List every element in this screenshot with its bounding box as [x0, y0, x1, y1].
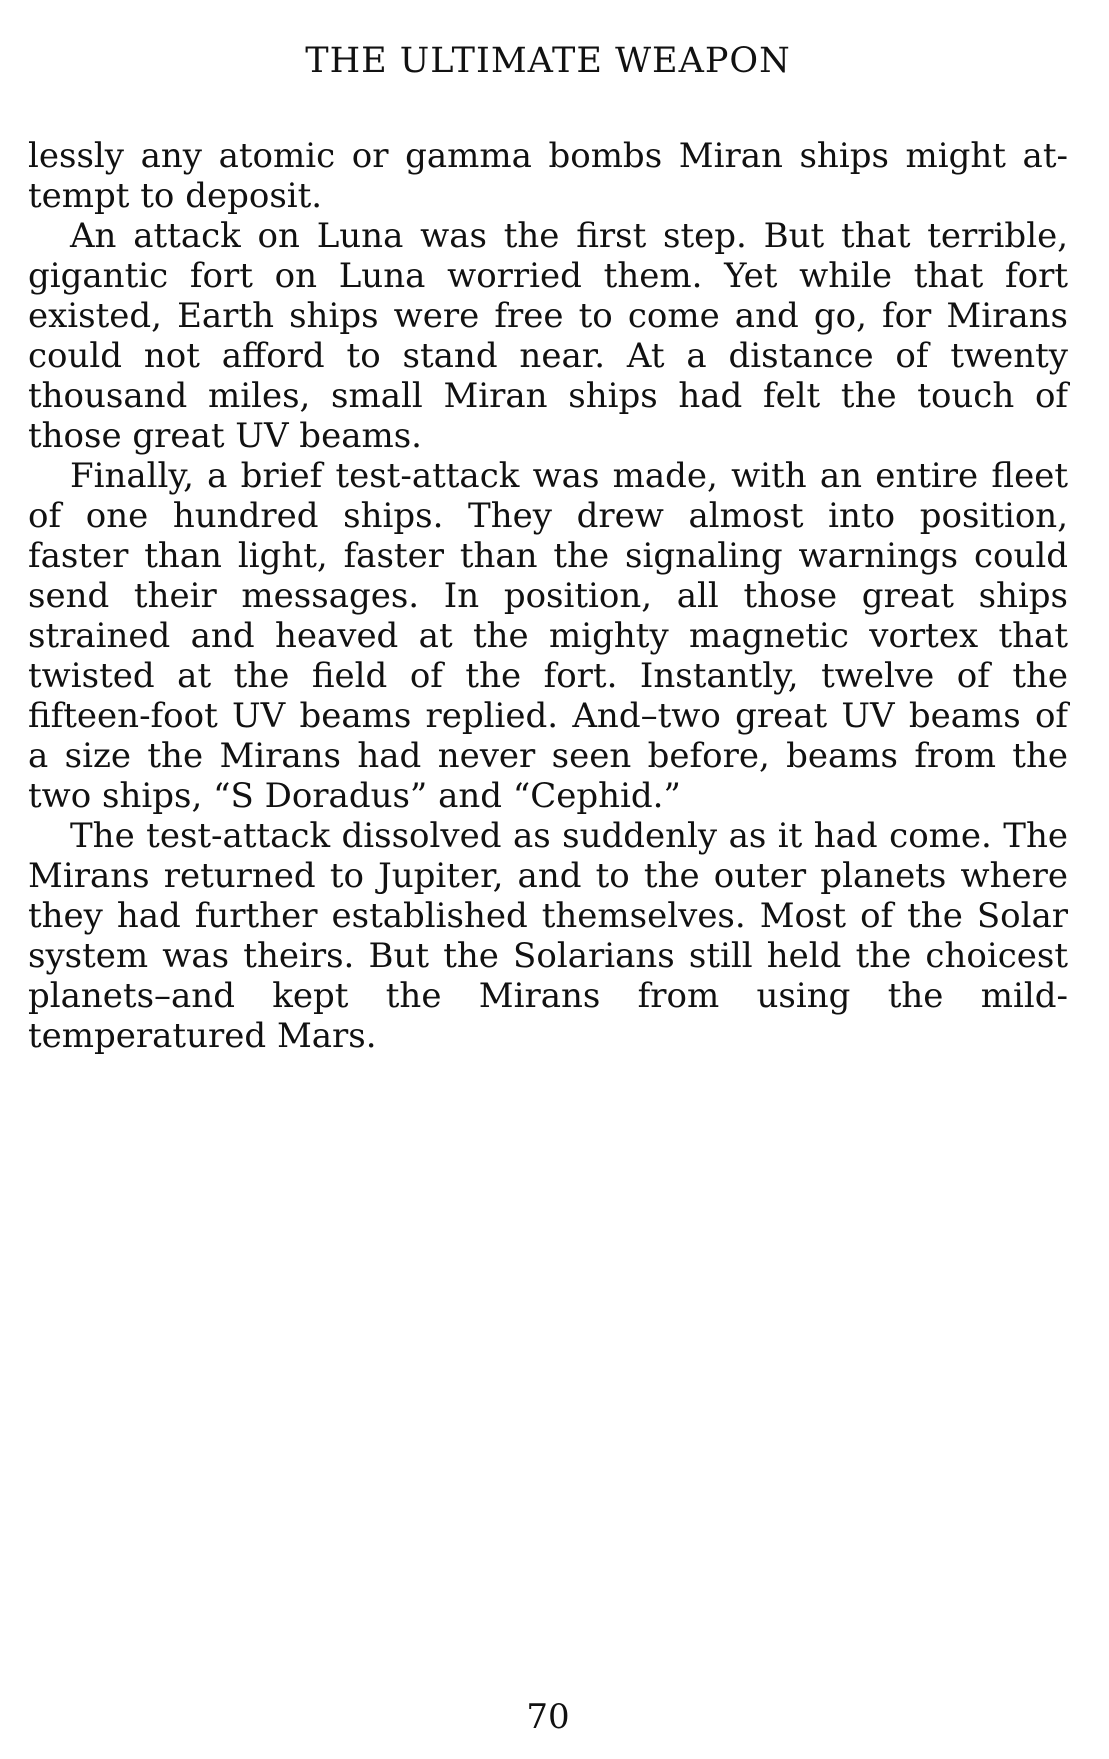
paragraph-2: An attack on Luna was the first step. But that terrible, gigantic fort on Luna worried them. Yet while that fort existed, Earth ships were free to come and go, for Mirans could not afford to stand near. At a distance of twenty thousand miles, small Miran ships had felt the touch of those great UV beams.	[28, 216, 1068, 456]
page-number: 70	[526, 1697, 570, 1737]
body-text	[28, 136, 1068, 1056]
book-page	[28, 0, 1068, 1759]
running-head: THE ULTIMATE WEAPON	[305, 41, 791, 81]
paragraph-3: Finally, a brief test-attack was made, with an entire fleet of one hundred ships. They drew almost into position, faster than light, faster than the signaling warnings could send their messages. In position, all those great ships strained and heaved at the mighty magnetic vortex that twisted at the field of the fort. Instantly, twelve of the fifteen-foot UV beams replied. And–two great UV beams of a size the Mirans had never seen before, beams from the two ships, “S Doradus” and “Cephid.”	[28, 456, 1068, 816]
paragraph-1: lessly any atomic or gamma bombs Miran ships might attempt to deposit.	[28, 136, 1068, 216]
paragraph-4: The test-attack dissolved as suddenly as it had come. The Mirans returned to Jupiter, and to the outer planets where they had further established themselves. Most of the Solar system was theirs. But the Solarians still held the choicest planets–and kept the Mirans from using the mild-temperatured Mars.	[28, 816, 1068, 1056]
